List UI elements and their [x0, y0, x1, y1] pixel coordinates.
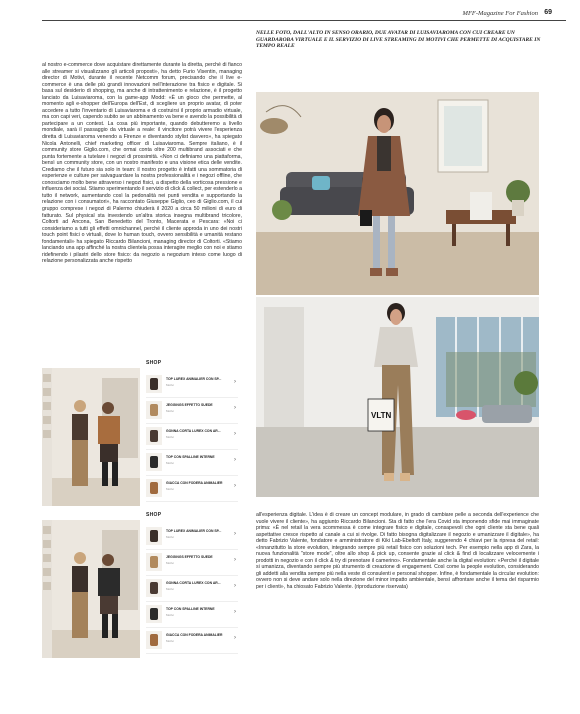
product-thumbnail [146, 605, 162, 623]
product-item[interactable] [146, 524, 238, 550]
article-text-right: all'esperienza digitale. L'idea è di creare un concept modulare, in grado di cambiare pelle a seconda dell'experience che vuole vivere il cliente», ha aggiunto Riccardo Bilancioni. Sta di fatto che l'era Covid sta imponendo sfide mai immaginate prima: «È nel retail la vera scommessa è come integrare fisico e digitale, consapevoli che ogni cliente sta bene quali aspettative cresce rispetto al canale a cui si rivolge. Di fatto bisogna digitalizzare il negozio e umanizzare il digitale», ha detto Fabrizio Valente, fondatore e amministratore di Kiki Lab-Ebeltoft Italy, suggerendo 4 chiavi per la ripresa del retail: «Innanzitutto la store evolution, integrando sempre più retail fisico con soluzioni tech. Per esempio nella app di Zara, la nuova funzionalità "store mode", oltre allo shop & pick up, consente grazie al click & find di localizzare velocemente i prodotti in negozio e con il click & try di prenotare il camerino». Fondamentale anche la digital evolution: «Perché il digitale si umanizza, diventando sempre più strumento di creazione di engagement. Così come la people evolution, considerando gli addetti alla vendita sempre più nella veste di consulenti e personal shopper. Infine, è fondamentale la circular evolution: ovvero non si deve andare solo nella direzione del minor impatto ambientale, bensì affrontare anche il tema del risparmio per i clienti», ha chiosato Fabrizio Valente. (riproduzione riservata) [256, 512, 539, 591]
header-rule [42, 20, 566, 21]
live-shop-panel-2 [42, 512, 238, 658]
product-thumbnail [146, 453, 162, 471]
product-name: TOP CON SPALLINE INTERNE [166, 455, 215, 459]
page-header [0, 10, 566, 24]
bag-logo-text: VLTN [371, 411, 392, 420]
product-item[interactable] [146, 398, 238, 424]
chevron-right-icon[interactable]: › [234, 405, 236, 411]
chevron-right-icon[interactable]: › [234, 431, 236, 437]
thumbnail-strip [42, 368, 52, 506]
product-name: TOP LUREX ANIMALIER CON SP... [166, 377, 222, 381]
streamers-illustration [42, 520, 140, 658]
product-thumbnail [146, 527, 162, 545]
product-item[interactable] [146, 450, 238, 476]
magazine-name: MFF-Magazine For Fashion [462, 10, 538, 17]
chevron-right-icon[interactable]: › [234, 483, 236, 489]
product-brand: Motivi [166, 613, 174, 617]
product-list [146, 524, 238, 654]
product-item[interactable] [146, 476, 238, 502]
avatar-living-room-photo [256, 92, 539, 295]
product-item[interactable] [146, 628, 238, 654]
product-brand: Motivi [166, 461, 174, 465]
chevron-right-icon[interactable]: › [234, 457, 236, 463]
shop-title: SHOP [146, 360, 162, 366]
product-item[interactable] [146, 576, 238, 602]
shop-title: SHOP [146, 512, 162, 518]
product-item[interactable] [146, 372, 238, 398]
live-shop-panel-1 [42, 360, 238, 506]
product-name: GIACCA CON FODERA ANIMALIER [166, 633, 223, 637]
product-name: TOP CON SPALLINE INTERNE [166, 607, 215, 611]
avatar-office-photo [256, 297, 539, 497]
product-brand: Motivi [166, 561, 174, 565]
streamers-illustration [42, 368, 140, 506]
product-thumbnail [146, 479, 162, 497]
product-thumbnail [146, 401, 162, 419]
product-name: GIACCA CON FODERA ANIMALIER [166, 481, 223, 485]
product-thumbnail [146, 427, 162, 445]
office-illustration [256, 297, 539, 497]
product-brand: Motivi [166, 535, 174, 539]
product-list [146, 372, 238, 502]
product-item[interactable] [146, 602, 238, 628]
photo-caption: NELLE FOTO, DALL'ALTO IN SENSO ORARIO, DUE AVATAR DI LUISAVIAROMA CON CUI CREARE UN GUARDAROBA VIRTUALE E IL SERVIZIO DI LIVE STREAMING DI MOTIVI CHE PERMETTE DI ACQUISTARE IN TEMPO REALE [256, 30, 541, 50]
product-item[interactable] [146, 424, 238, 450]
product-thumbnail [146, 375, 162, 393]
thumbnail-strip [42, 520, 52, 658]
chevron-right-icon[interactable]: › [234, 635, 236, 641]
chevron-right-icon[interactable]: › [234, 531, 236, 537]
article-text-left: al nostro e-commerce dove acquistare direttamente durante la diretta, perché di fianco alle streamer si visualizzano gli articoli proposti», ha detto Furio Visentin, managing director di Motivi, durante il recente Netcomm forum, precisando che il live e-commerce è una delle più grandi innovazioni nell'interazione tra fisico e digitale. Si basa sul desiderio di shopping, ma anche di intrattenimento e relazione, è il progetto lanciato da Luisaviaroma, con la game-app Modd: «È un gioco che permette, al momento agli e-shopper dell'Europa dell'Est, di scegliere un proprio avatar, di poter accedere a tutto l'inventario di Luisaviaroma e di costruirsi il proprio armadio virtuale, ma con capi veri, capendo subito se un abbinamento va bene e avendo la possibilità di partecipare a un contest. La cosa più importante, quando debutteremo a livello mondiale, sarà il passaggio da virtuale a reale: il vincitore potrà vivere l'esperienza diretta di Luisaviaroma venendo a Firenze e diventando stylist davvero», ha spiegato Nicola Antonelli, chief marketing officer di Luisaviaroma. Sempre italiano, è il community store Giglio.com, che ormai conta oltre 200 multibrand associati e che punta fortemente a tutelare i negozi di prossimità. «Non ci definiamo una piattaforma, bensì un community store, con un nostro manifesto e una visione etica delle vendite. Crediamo che il futuro sia solo in team: il nostro progetto è infatti una sommatoria di esperienze e culture per salvaguardare la nostra professionalità e i negozi offline, che conosciamo molto bene attraverso i negozi fisici, a dispetto della vorticosa pressione e influenza dei social. Stiamo sperimentando il servizio di click & collect, per estenderlo a tutto il network, aumentando così la pedonalità nei punti vendita e supportando la relazione con i consumatori», ha raccontato Giuseppe Giglio, ceo di Giglio.com, il cui gruppo comprese i negozi di Palermo chiuderà il 2020 a circa 50 milioni di euro di fatturato. Sul physical sta investendo un'altra storica insegna multibrand tricolore, Coltorti ad Ancona, San Benedetto del Tronto, Macerata e Pescara: «Noi ci consideriamo a tutti gli effetti omnichannel, perché il cliente approda in uno dei nostri touch point fisici o virtuali, dove lo human touch, ovvero sensibilità e umanità restano fondamentali» ha spiegato Riccardo Bilancioni, managing director di Coltorti. «Stiamo lanciando una app affinché la nostra clientela possa interagire meglio con noi e stiamo ridefinendo i pilastri dello store fisico: da negozio a negozium inteso come luogo di relazione personalizzata anche rispetto [42, 62, 242, 265]
product-brand: Motivi [166, 587, 174, 591]
product-brand: Motivi [166, 487, 174, 491]
product-name: GONNA CORTA LUREX CON AR... [166, 429, 221, 433]
product-thumbnail [146, 553, 162, 571]
product-brand: Motivi [166, 383, 174, 387]
product-brand: Motivi [166, 639, 174, 643]
livestream-photo-2 [42, 520, 140, 658]
product-thumbnail [146, 579, 162, 597]
chevron-right-icon[interactable]: › [234, 583, 236, 589]
livestream-photo-1 [42, 368, 140, 506]
living-room-illustration [256, 92, 539, 295]
product-name: TOP LUREX ANIMALIER CON SP... [166, 529, 222, 533]
product-brand: Motivi [166, 409, 174, 413]
page-number: 69 [544, 9, 552, 16]
product-name: JEGGINGS EFFETTO SUEDE [166, 403, 213, 407]
chevron-right-icon[interactable]: › [234, 557, 236, 563]
product-name: GONNA CORTA LUREX CON AR... [166, 581, 221, 585]
product-thumbnail [146, 631, 162, 649]
chevron-right-icon[interactable]: › [234, 379, 236, 385]
product-item[interactable] [146, 550, 238, 576]
chevron-right-icon[interactable]: › [234, 609, 236, 615]
product-brand: Motivi [166, 435, 174, 439]
product-name: JEGGINGS EFFETTO SUEDE [166, 555, 213, 559]
